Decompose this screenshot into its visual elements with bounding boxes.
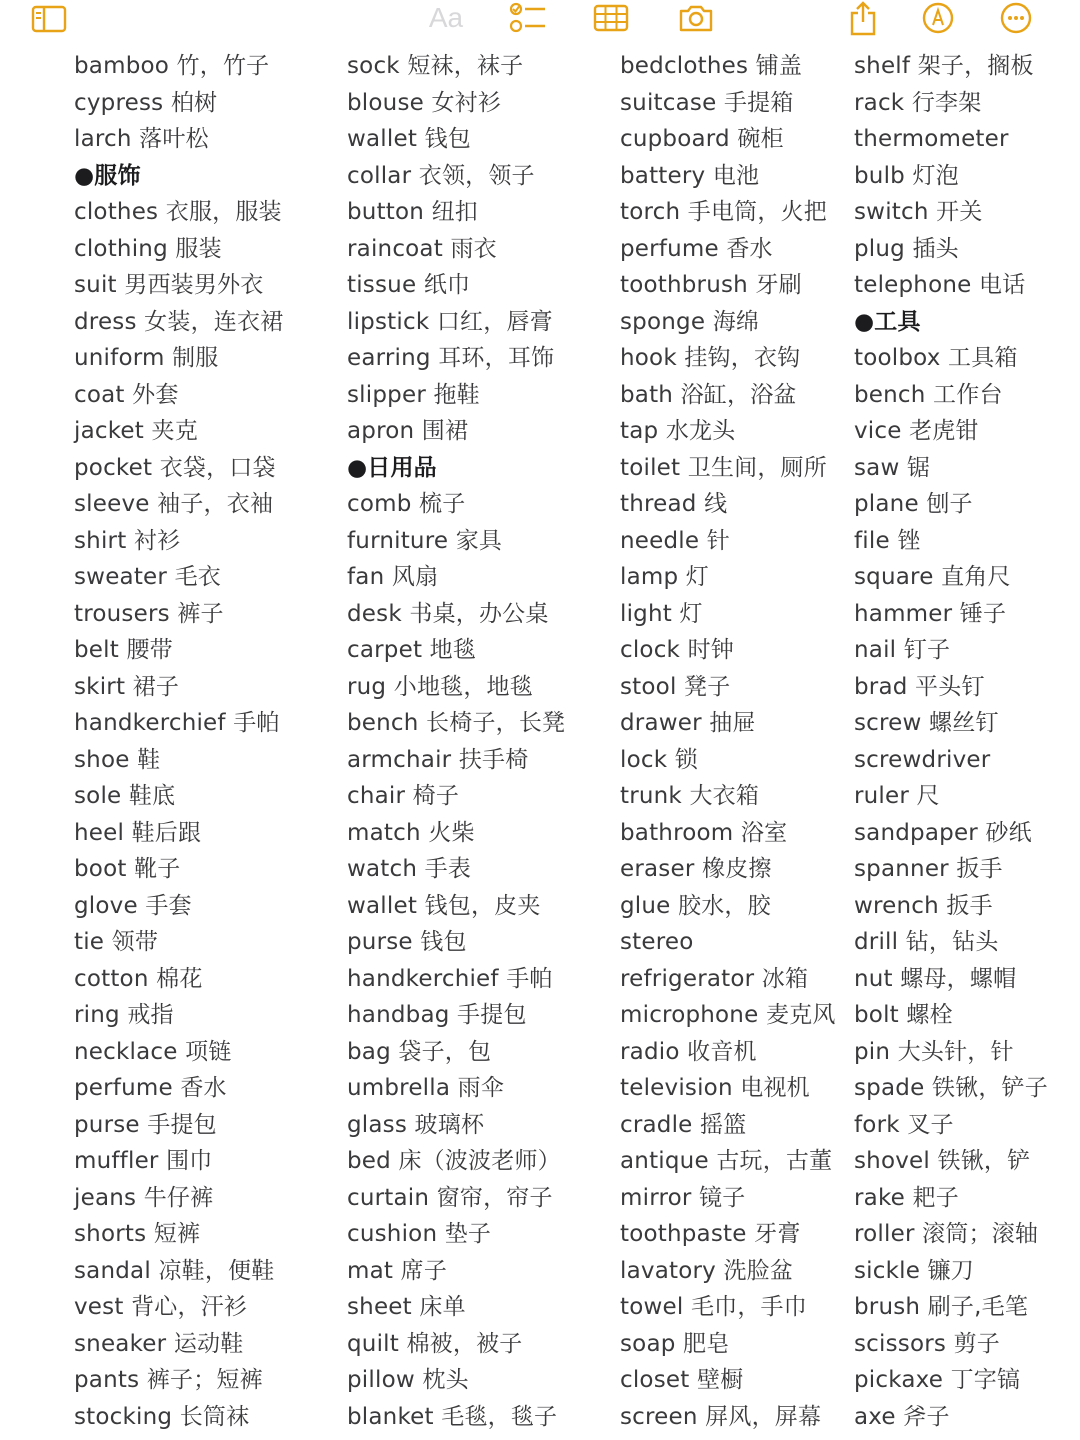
vocab-line: hook 挂钩，衣钩 — [620, 345, 801, 371]
vocab-line: heel 鞋后跟 — [74, 819, 202, 846]
vocab-line: bed 床（波波老师） — [347, 1148, 561, 1174]
vocab-line: brush 刷子,毛笔 — [854, 1294, 1029, 1320]
vocab-line: vice 老虎钳 — [854, 418, 979, 444]
vocab-line: tissue 纸巾 — [347, 272, 471, 298]
vocab-line: sweater 毛衣 — [74, 564, 221, 590]
vocab-line: perfume 香水 — [74, 1075, 227, 1101]
vocab-line: shelf 架子，搁板 — [854, 53, 1034, 79]
vocab-line: clothing 服装 — [74, 235, 222, 262]
vocab-line: ring 戒指 — [74, 1002, 174, 1028]
vocab-line: bench 工作台 — [854, 381, 1003, 408]
vocab-line: belt 腰带 — [74, 637, 173, 663]
vocab-line: cradle 摇篮 — [620, 1111, 747, 1138]
vocab-line: battery 电池 — [620, 162, 760, 189]
vocab-line: switch 开关 — [854, 199, 983, 225]
vocab-line: slipper 拖鞋 — [347, 381, 480, 408]
vocab-line: jacket 夹克 — [74, 418, 198, 444]
vocab-line: handbag 手提包 — [347, 1002, 527, 1028]
vocab-line: thermometer — [854, 126, 1009, 152]
vocab-line: torch 手电筒，火把 — [620, 199, 827, 225]
vocab-line: clothes 衣服，服装 — [74, 199, 282, 225]
vocab-line: plug 插头 — [854, 235, 959, 262]
vocab-line: apron 围裙 — [347, 418, 469, 444]
vocab-line: soap 肥皂 — [620, 1330, 730, 1357]
vocab-line: handkerchief 手帕 — [74, 710, 280, 736]
vocab-line: jeans 牛仔裤 — [74, 1184, 214, 1211]
vocab-line: fan 风扇 — [347, 564, 439, 590]
markup-pen-icon[interactable] — [920, 0, 956, 36]
vocab-line: larch 落叶松 — [74, 126, 209, 152]
vocab-line: glass 玻璃杯 — [347, 1111, 485, 1138]
vocab-line: rack 行李架 — [854, 89, 982, 116]
vocab-line: bolt 螺栓 — [854, 1002, 953, 1028]
vocab-line: toolbox 工具箱 — [854, 345, 1018, 371]
share-icon[interactable] — [846, 0, 880, 36]
vocab-line: raincoat 雨衣 — [347, 235, 497, 262]
vocab-line: bathroom 浴室 — [620, 819, 788, 846]
vocab-line: purse 钱包 — [347, 929, 467, 955]
vocab-line: pin 大头针，针 — [854, 1038, 1014, 1065]
vocab-line: spade 铁锹，铲子 — [854, 1075, 1048, 1101]
vocab-line: rug 小地毯，地毯 — [347, 673, 533, 700]
vocab-line: antique 古玩，古董 — [620, 1148, 833, 1174]
vocab-line: trousers 裤子 — [74, 600, 224, 627]
vocab-line: shoe 鞋 — [74, 746, 161, 773]
vocab-line: toothbrush 牙刷 — [620, 272, 802, 298]
vocab-line: lock 锁 — [620, 746, 698, 773]
vocab-line: axe 斧子 — [854, 1403, 950, 1430]
vocab-line: square 直角尺 — [854, 564, 1011, 590]
vocab-line: blouse 女衬衫 — [347, 89, 502, 116]
vocab-line: mirror 镜子 — [620, 1184, 746, 1211]
vocab-line: hammer 锤子 — [854, 600, 1007, 627]
vocab-line: glove 手套 — [74, 892, 192, 919]
note-body[interactable] — [0, 48, 1080, 1440]
vocab-line: skirt 裙子 — [74, 673, 180, 700]
vocab-line: sponge 海绵 — [620, 308, 760, 335]
camera-icon[interactable] — [676, 0, 716, 36]
vocab-line: television 电视机 — [620, 1075, 810, 1101]
vocab-line: uniform 制服 — [74, 345, 219, 371]
note-column-1 — [74, 48, 283, 1435]
vocab-line: pocket 衣袋，口袋 — [74, 454, 276, 481]
vocab-line: towel 毛巾，手巾 — [620, 1294, 807, 1320]
vocab-line: suitcase 手提箱 — [620, 89, 794, 116]
vocab-line: cushion 垫子 — [347, 1221, 492, 1247]
vocab-line: file 锉 — [854, 527, 921, 554]
vocab-line: screen 屏风，屏幕 — [620, 1403, 822, 1430]
vocab-line: microphone 麦克风 — [620, 1002, 836, 1028]
vocab-line: wrench 扳手 — [854, 892, 993, 919]
more-options-icon[interactable] — [998, 0, 1034, 36]
vocab-line: pants 裤子；短裤 — [74, 1367, 263, 1393]
vocab-line: furniture 家具 — [347, 527, 503, 554]
format-text-button[interactable] — [420, 0, 472, 36]
vocab-line: desk 书桌，办公桌 — [347, 600, 549, 627]
vocab-line: sneaker 运动鞋 — [74, 1330, 244, 1357]
vocab-line: coat 外套 — [74, 381, 179, 408]
vocab-line: spanner 扳手 — [854, 856, 1003, 882]
vocab-line: wallet 钱包，皮夹 — [347, 892, 541, 919]
vocab-line: ruler 尺 — [854, 783, 940, 809]
vocab-line: bath 浴缸，浴盆 — [620, 381, 797, 408]
vocab-line: handkerchief 手帕 — [347, 965, 553, 992]
vocab-line: tap 水龙头 — [620, 418, 736, 444]
vocab-line: watch 手表 — [347, 856, 472, 882]
vocab-line: boot 靴子 — [74, 856, 181, 882]
vocab-line: sandpaper 砂纸 — [854, 819, 1032, 846]
vocab-line: bamboo 竹，竹子 — [74, 53, 270, 79]
note-column-2 — [347, 48, 565, 1435]
sidebar-toggle-icon[interactable] — [30, 0, 68, 36]
vocab-line: earring 耳环，耳饰 — [347, 345, 555, 371]
vocab-line: vest 背心，汗衫 — [74, 1294, 248, 1320]
vocab-line: glue 胶水，胶 — [620, 892, 771, 919]
vocab-line: armchair 扶手椅 — [347, 746, 529, 773]
vocab-line: cupboard 碗柜 — [620, 126, 784, 152]
vocab-line: screw 螺丝钉 — [854, 710, 999, 736]
format-text-label: Aa — [428, 2, 464, 33]
vocab-line: stocking 长筒袜 — [74, 1403, 250, 1430]
vocab-line: refrigerator 冰箱 — [620, 965, 809, 992]
vocab-line: drawer 抽屉 — [620, 710, 756, 736]
vocab-line: radio 收音机 — [620, 1038, 757, 1065]
vocab-line: clock 时钟 — [620, 637, 734, 663]
vocab-line: tie 领带 — [74, 929, 159, 955]
vocab-line: match 火柴 — [347, 819, 475, 846]
section-heading: ●工具 — [854, 308, 921, 335]
vocab-line: blanket 毛毯，毯子 — [347, 1403, 558, 1430]
vocab-line: bench 长椅子，长凳 — [347, 710, 566, 736]
vocab-line: button 纽扣 — [347, 199, 478, 225]
vocab-line: shirt 衬衫 — [74, 527, 181, 554]
notes-toolbar — [0, 0, 1080, 40]
vocab-line: purse 手提包 — [74, 1111, 217, 1138]
vocab-line: bag 袋子，包 — [347, 1038, 492, 1065]
vocab-line: shorts 短裤 — [74, 1221, 201, 1247]
note-column-3 — [620, 48, 836, 1435]
vocab-line: drill 钻，钻头 — [854, 929, 999, 955]
vocab-line: necklace 项链 — [74, 1038, 232, 1065]
vocab-line: perfume 香水 — [620, 235, 773, 262]
vocab-line: chair 椅子 — [347, 783, 460, 809]
vocab-line: toilet 卫生间，厕所 — [620, 454, 827, 481]
vocab-line: roller 滚筒；滚轴 — [854, 1221, 1039, 1247]
vocab-line: needle 针 — [620, 527, 730, 554]
vocab-line: lipstick 口红，唇膏 — [347, 308, 553, 335]
checklist-icon[interactable] — [508, 0, 548, 36]
vocab-line: sole 鞋底 — [74, 783, 176, 809]
section-heading: ●服饰 — [74, 162, 141, 189]
vocab-line: fork 叉子 — [854, 1111, 954, 1138]
vocab-line: pillow 枕头 — [347, 1367, 469, 1393]
vocab-line: stereo — [620, 929, 694, 955]
vocab-line: suit 男西装男外衣 — [74, 272, 264, 298]
vocab-line: dress 女装，连衣裙 — [74, 308, 284, 335]
vocab-line: collar 衣领，领子 — [347, 162, 535, 189]
vocab-line: screwdriver — [854, 746, 991, 773]
vocab-line: comb 梳子 — [347, 491, 466, 517]
vocab-line: stool 凳子 — [620, 673, 731, 700]
vocab-line: cypress 柏树 — [74, 89, 218, 116]
vocab-line: plane 刨子 — [854, 491, 973, 517]
vocab-line: shovel 铁锹，铲 — [854, 1148, 1031, 1174]
vocab-line: light 灯 — [620, 600, 703, 627]
vocab-line: nut 螺母，螺帽 — [854, 965, 1017, 992]
vocab-line: sleeve 袖子，衣袖 — [74, 491, 274, 517]
vocab-line: bedclothes 铺盖 — [620, 53, 803, 79]
vocab-line: cotton 棉花 — [74, 965, 203, 992]
vocab-line: trunk 大衣箱 — [620, 783, 760, 809]
vocab-line: saw 锯 — [854, 454, 931, 481]
vocab-line: sheet 床单 — [347, 1294, 466, 1320]
vocab-line: sock 短袜，袜子 — [347, 53, 524, 79]
vocab-line: eraser 橡皮擦 — [620, 856, 772, 882]
vocab-line: rake 耙子 — [854, 1184, 959, 1211]
note-column-4 — [854, 48, 1048, 1435]
vocab-line: quilt 棉被，被子 — [347, 1330, 523, 1357]
vocab-line: brad 平头钉 — [854, 673, 985, 700]
vocab-line: nail 钉子 — [854, 637, 951, 663]
vocab-line: wallet 钱包 — [347, 126, 471, 152]
vocab-line: sickle 镰刀 — [854, 1257, 974, 1284]
vocab-line: thread 线 — [620, 491, 728, 517]
vocab-line: sandal 凉鞋，便鞋 — [74, 1257, 275, 1284]
vocab-line: lamp 灯 — [620, 564, 709, 590]
vocab-line: toothpaste 牙膏 — [620, 1221, 801, 1247]
vocab-line: bulb 灯泡 — [854, 162, 959, 189]
vocab-line: telephone 电话 — [854, 272, 1026, 298]
section-heading: ●日用品 — [347, 454, 437, 481]
vocab-line: mat 席子 — [347, 1257, 448, 1284]
vocab-line: scissors 剪子 — [854, 1330, 1001, 1357]
vocab-line: umbrella 雨伞 — [347, 1075, 505, 1101]
vocab-line: muffler 围巾 — [74, 1148, 213, 1174]
vocab-line: lavatory 洗脸盆 — [620, 1257, 794, 1284]
table-icon[interactable] — [592, 0, 630, 36]
vocab-line: curtain 窗帘，帘子 — [347, 1184, 553, 1211]
vocab-line: closet 壁橱 — [620, 1367, 744, 1393]
vocab-line: pickaxe 丁字镐 — [854, 1367, 1021, 1393]
vocab-line: carpet 地毯 — [347, 637, 477, 663]
